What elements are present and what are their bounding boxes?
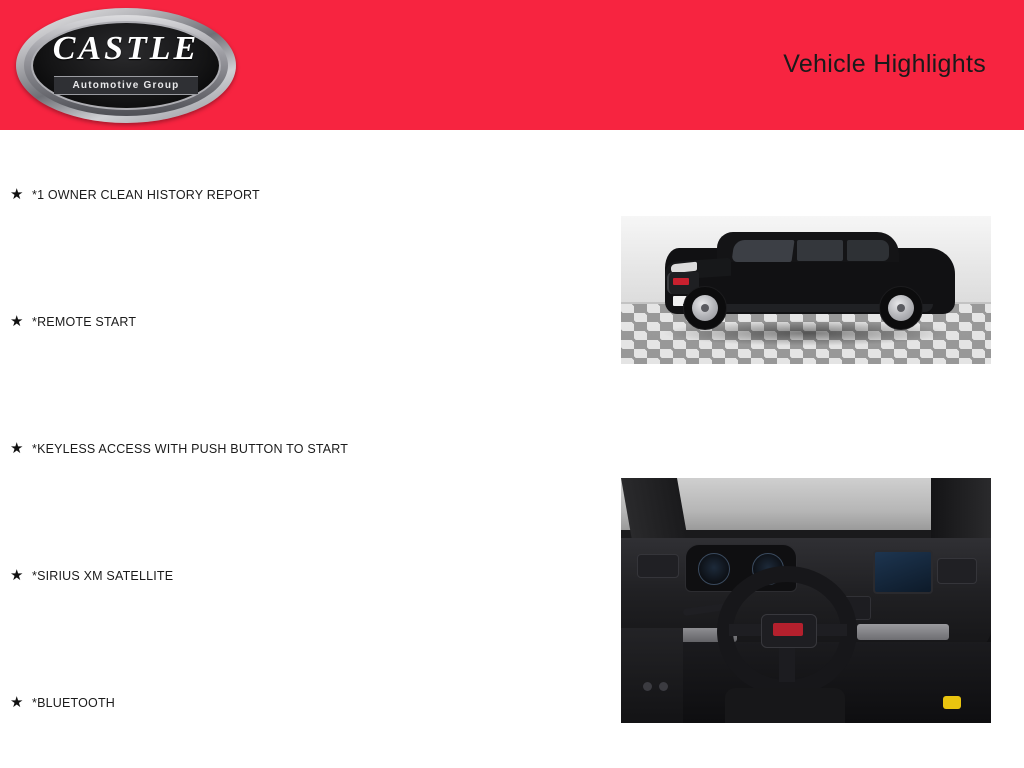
list-item (10, 315, 136, 329)
logo-tagline-bar (54, 76, 198, 95)
star-icon: ★ (10, 313, 24, 330)
castle-automotive-logo (16, 8, 236, 123)
driver-seat (725, 688, 845, 723)
highlight-label: *BLUETOOTH (32, 696, 116, 710)
star-icon: ★ (10, 694, 24, 711)
rear-hub (897, 304, 905, 312)
door-control-button (643, 682, 652, 691)
star-icon: ★ (10, 186, 24, 203)
left-air-vent (637, 554, 679, 578)
star-icon: ★ (10, 567, 24, 584)
front-hub (701, 304, 709, 312)
rear-window (847, 240, 889, 261)
driver-door-panel (621, 628, 683, 723)
highlight-label: *SIRIUS XM SATELLITE (32, 569, 174, 583)
highlight-label: *1 OWNER CLEAN HISTORY REPORT (32, 188, 260, 202)
front-wheel (683, 286, 727, 330)
list-item (10, 442, 348, 456)
highlight-label: *KEYLESS ACCESS WITH PUSH BUTTON TO START (32, 442, 349, 456)
highlight-label: *REMOTE START (32, 315, 137, 329)
logo-tagline: Automotive Group (72, 80, 180, 91)
steering-spoke-left (729, 624, 765, 636)
yellow-tag (943, 696, 961, 709)
list-item (10, 188, 260, 202)
gmc-emblem (673, 278, 689, 285)
page-title: Vehicle Highlights (783, 50, 986, 78)
page-header (0, 0, 1024, 130)
logo-wordmark: CASTLE (52, 30, 200, 67)
rear-wheel (879, 286, 923, 330)
star-icon: ★ (10, 440, 24, 457)
door-control-button (659, 682, 668, 691)
steering-column (779, 644, 795, 682)
gmc-steering-emblem (773, 623, 803, 636)
list-item (10, 696, 115, 710)
center-trim-panel (857, 624, 949, 640)
right-air-vent (937, 558, 977, 584)
vehicle-exterior-photo (621, 216, 991, 364)
infotainment-screen (873, 550, 933, 594)
middle-window (797, 240, 843, 261)
list-item (10, 569, 173, 583)
front-window (731, 240, 794, 262)
vehicle-interior-photo (621, 478, 991, 723)
speedometer-gauge (698, 553, 730, 585)
